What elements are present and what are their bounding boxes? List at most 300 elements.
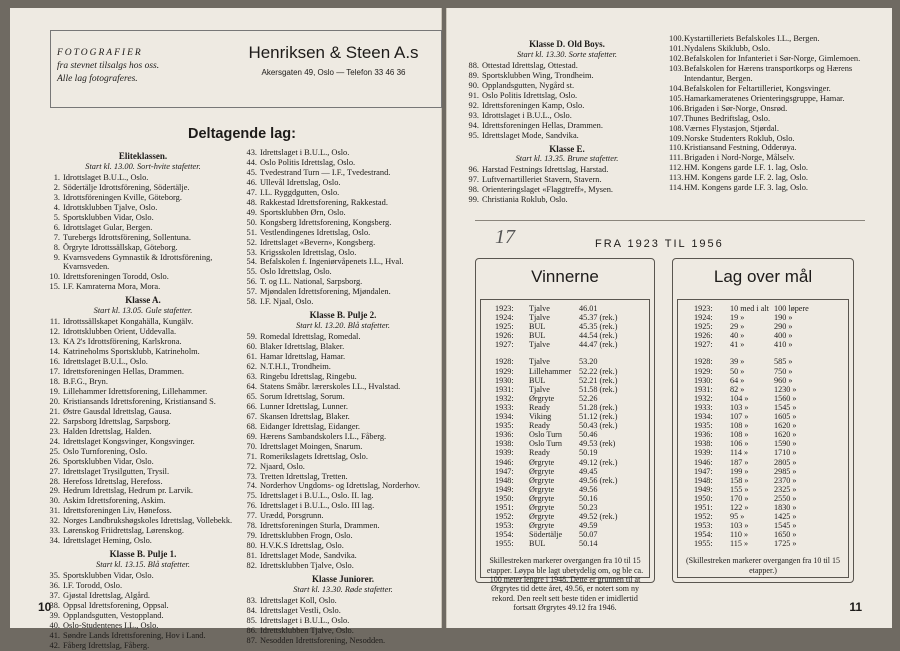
- team-name: Idrettsklubben Frogn, Oslo.: [260, 531, 353, 541]
- team-entry: [48, 641, 238, 651]
- winner-row: [495, 376, 645, 385]
- runners-count: 960 »: [774, 375, 793, 385]
- teams-count: 95 »: [730, 512, 745, 522]
- separator-line: [694, 349, 844, 357]
- team-name: Idrettslaget Vestli, Oslo.: [260, 605, 341, 615]
- team-name: Örgryte Idrottssällskap, Göteborg.: [63, 242, 178, 252]
- teams-year: 1928:: [694, 357, 713, 367]
- winner-row: [495, 521, 645, 530]
- team-name: Sportsklubben Vidar, Oslo.: [63, 212, 154, 222]
- class-start-info: Start kl. 13.00. Sort-hvite stafetter.: [85, 161, 201, 171]
- team-number: 83.: [246, 595, 257, 605]
- class-heading: Klasse Juniorer.: [311, 574, 374, 585]
- team-name: Idrettslaget «Bevern», Kongsberg.: [260, 237, 376, 247]
- team-entry: [48, 457, 238, 467]
- team-number: 94.: [468, 120, 479, 130]
- teams-year: 1929:: [694, 366, 713, 376]
- teams-row: [694, 331, 844, 340]
- teams-row: [694, 530, 844, 539]
- team-entry: [245, 168, 441, 178]
- team-number: 76.: [246, 501, 257, 511]
- team-number: 16.: [49, 357, 60, 367]
- teams-year: 1953:: [694, 521, 713, 531]
- winner-time: 49.12 (rek.): [579, 457, 618, 467]
- right-page: [446, 8, 892, 628]
- team-number: 19.: [49, 386, 60, 396]
- team-number: 98.: [468, 185, 479, 195]
- section-divider: [475, 220, 865, 221]
- team-entry: [669, 54, 883, 64]
- winner-year: 1948:: [495, 475, 514, 485]
- team-name: Harstad Festnings Idrettslag, Harstad.: [482, 165, 609, 175]
- team-number: 97.: [468, 175, 479, 185]
- teams-finished-title: Lag over mål: [713, 267, 813, 286]
- team-name: Idrettsklubben Tjalve, Oslo.: [260, 625, 354, 635]
- team-entry: [245, 287, 441, 297]
- team-name: Brigaden i Nord-Norge, Målselv.: [684, 153, 795, 163]
- winner-team: Oslo Turn: [529, 430, 562, 440]
- team-number: 43.: [246, 148, 257, 157]
- runners-count: 2370 »: [774, 475, 797, 485]
- winner-time: 49.52 (rek.): [579, 512, 618, 522]
- winner-year: 1953:: [495, 521, 514, 531]
- winner-team: Ørgryte: [529, 475, 555, 485]
- winner-row: [495, 340, 645, 349]
- team-name: Idrettslaget Moingen, Snarum.: [260, 441, 363, 451]
- team-name: T. og I.L. National, Sarpsborg.: [260, 277, 363, 287]
- team-name: N.T.H.I., Trondheim.: [260, 362, 331, 372]
- team-entry: [48, 477, 238, 487]
- winner-time: 51.58 (rek.): [579, 384, 618, 394]
- page-number-left: 10: [38, 600, 52, 614]
- team-entry: [245, 541, 441, 551]
- winner-team: Ørgryte: [529, 512, 555, 522]
- team-number: 66.: [246, 401, 257, 411]
- winner-year: 1930:: [495, 375, 514, 385]
- teams-year: 1946:: [694, 457, 713, 467]
- team-entry: [245, 188, 441, 198]
- team-entry: [669, 153, 883, 163]
- runners-count: 190 »: [774, 313, 793, 323]
- class-heading: Klasse A.: [125, 295, 161, 306]
- team-name: HM. Kongens garde I.F. 1. lag, Oslo.: [684, 163, 809, 173]
- teams-count: 29 »: [730, 322, 745, 332]
- team-number: 14.: [49, 347, 60, 357]
- team-name: Befalskolen for Infanteriet i Sør-Norge, Gimlemoen.: [684, 53, 861, 63]
- teams-count: 19 »: [730, 313, 745, 323]
- team-number: 42.: [49, 640, 60, 650]
- team-name: I.F. Njaal, Oslo.: [260, 297, 314, 307]
- winner-team: Viking: [529, 412, 552, 422]
- team-entry: [48, 243, 238, 253]
- team-number: 37.: [49, 590, 60, 600]
- team-name: Søndre Lands Idrettsforening, Hov i Land.: [63, 630, 206, 640]
- section-title: FRA 1923 TIL 1956: [595, 238, 724, 250]
- winner-time: 50.16: [579, 493, 598, 503]
- team-name: Halden Idrettslag, Halden.: [63, 426, 152, 436]
- team-number: 2.: [53, 182, 60, 192]
- class-heading: Klasse E.: [549, 143, 585, 154]
- winner-time: 50.23: [579, 502, 598, 512]
- teams-count: 107 »: [730, 412, 749, 422]
- winners-inner-frame: [480, 299, 650, 612]
- team-entry: [245, 267, 441, 277]
- team-name: Idrettsforeningen Hellas, Drammen.: [63, 367, 184, 377]
- winner-team: Ørgryte: [529, 484, 555, 494]
- team-entry: [245, 362, 441, 372]
- team-entry: [245, 636, 441, 646]
- winner-year: 1955:: [495, 539, 514, 549]
- team-entry: [467, 195, 667, 205]
- runners-count: 290 »: [774, 322, 793, 332]
- winner-row: [495, 476, 645, 485]
- team-number: 8.: [53, 242, 60, 252]
- runners-count: 1620 »: [774, 430, 797, 440]
- team-number: 86.: [246, 625, 257, 635]
- winner-row: [495, 539, 645, 548]
- teams-row: [694, 539, 844, 548]
- team-number: 73.: [246, 471, 257, 481]
- winner-year: 1931:: [495, 384, 514, 394]
- winner-year: 1925:: [495, 322, 514, 332]
- team-name: Lunner Idrettslag, Lunner.: [260, 401, 348, 411]
- team-entry: [245, 551, 441, 561]
- teams-year: 1927:: [694, 340, 713, 350]
- winner-time: 52.21 (rek.): [579, 375, 618, 385]
- class-start-info: Start kl. 13.35. Brune stafetter.: [515, 154, 619, 164]
- winner-time: 50.19: [579, 448, 598, 458]
- team-number: 81.: [246, 551, 257, 561]
- team-entry: [48, 516, 238, 526]
- winner-row: [495, 421, 645, 430]
- team-entry: [245, 257, 441, 267]
- team-entry: [48, 183, 238, 193]
- team-name: Brigaden i Sør-Norge, Onsrød.: [684, 103, 788, 113]
- teams-row: [694, 376, 844, 385]
- team-name: Romerikslagets Idrettslag, Oslo.: [260, 451, 368, 461]
- team-number: 55.: [246, 267, 257, 277]
- winner-time: 51.28 (rek.): [579, 402, 618, 412]
- teams-finished-inner-frame: [677, 299, 849, 578]
- team-number: 78.: [246, 521, 257, 531]
- teams-year: 1931:: [694, 384, 713, 394]
- team-number: 61.: [246, 352, 257, 362]
- team-entry: [48, 407, 238, 417]
- team-entry: [669, 124, 883, 134]
- team-number: 89.: [468, 70, 479, 80]
- runners-count: 1650 »: [774, 530, 797, 540]
- team-number: 53.: [246, 247, 257, 257]
- winner-row: [495, 357, 645, 366]
- team-number: 67.: [246, 411, 257, 421]
- winners-note: Skillestreken markerer overgangen fra 10 til 15 etapper. Løypa ble lagt ubetydelig om, og ble ca. 100 meter lengre i 1948. Dette er grunnen til at Ørgrytes tid dette året, 49.56, er notert som ny rekord. Den reelt sett beste tiden er imidlertid fortsatt Ørgrytes 49.12 fra 1946.: [486, 556, 644, 612]
- winner-team: Ørgryte: [529, 393, 555, 403]
- team-entry: [48, 447, 238, 457]
- team-number: 54.: [246, 257, 257, 267]
- teams-year: 1948:: [694, 475, 713, 485]
- teams-row: [694, 521, 844, 530]
- team-number: 75.: [246, 491, 257, 501]
- team-number: 51.: [246, 227, 257, 237]
- team-name: Kristiansand Festning, Odderøya.: [684, 143, 797, 153]
- team-name: Ottestad Idrettslag, Ottestad.: [482, 60, 578, 70]
- teams-year: 1924:: [694, 313, 713, 323]
- team-number: 4.: [53, 202, 60, 212]
- team-number: 112.: [669, 163, 684, 173]
- team-number: 64.: [246, 381, 257, 391]
- team-number: 70.: [246, 441, 257, 451]
- winner-row: [495, 394, 645, 403]
- teams-year: 1954:: [694, 530, 713, 540]
- team-name: I.L. Ryggdgutten, Oslo.: [260, 187, 340, 197]
- winners-table: [481, 300, 649, 548]
- winner-team: Ørgryte: [529, 493, 555, 503]
- team-name: Romedal Idrettslag, Romedal.: [260, 332, 361, 342]
- team-entry: [245, 521, 441, 531]
- team-entry: [245, 402, 441, 412]
- winner-team: Ørgryte: [529, 502, 555, 512]
- winner-row: [495, 512, 645, 521]
- team-name: Hedrum Idrettslag, Hedrum pr. Larvik.: [63, 486, 194, 496]
- winner-row: [495, 322, 645, 331]
- class-heading: Eliteklassen.: [118, 151, 168, 161]
- team-name: HM. Kongens garde I.F. 3. lag, Oslo.: [684, 183, 809, 193]
- team-list-column-3: [467, 36, 667, 205]
- team-name: Norges Landbrukshøgskoles Idrettslag, Vollebekk.: [63, 516, 233, 526]
- team-entry: [245, 412, 441, 422]
- team-name: Statens Småbr. lærerskoles I.L., Hvalstad.: [260, 381, 401, 391]
- team-number: 68.: [246, 421, 257, 431]
- team-number: 47.: [246, 187, 257, 197]
- winner-team: Ørgryte: [529, 457, 555, 467]
- team-name: Katrineholms Sportsklubb, Katrineholm.: [63, 347, 200, 357]
- team-name: Nydalens Skiklubb, Oslo.: [684, 43, 771, 53]
- team-name: Vestlendingenes Idrettslag, Oslo.: [260, 227, 371, 237]
- winner-time: 49.45: [579, 466, 598, 476]
- team-entry: [48, 213, 238, 223]
- team-entry: [48, 367, 238, 377]
- team-entry: [245, 148, 441, 158]
- team-number: 11.: [49, 317, 60, 327]
- team-number: 106.: [669, 103, 684, 113]
- team-name: Idrettslaget Kongsvinger, Kongsvinger.: [63, 436, 195, 446]
- winner-row: [495, 430, 645, 439]
- team-name: Herefoss Idrettslag, Herefoss.: [63, 476, 163, 486]
- teams-row: [694, 403, 844, 412]
- team-entry: [48, 357, 238, 367]
- team-number: 110.: [669, 143, 684, 153]
- team-number: 95.: [468, 130, 479, 140]
- team-number: 18.: [49, 376, 60, 386]
- photographer-ad: [50, 30, 442, 108]
- team-entry: [467, 61, 667, 71]
- team-number: 62.: [246, 362, 257, 372]
- teams-finished-table: [678, 300, 848, 548]
- runners-count: 400 »: [774, 331, 793, 341]
- team-number: 32.: [49, 516, 60, 526]
- winner-time: 49.56: [579, 484, 598, 494]
- teams-row: [694, 304, 844, 313]
- team-entry: [48, 223, 238, 233]
- teams-count: 39 »: [730, 357, 745, 367]
- team-number: 103.: [669, 63, 684, 73]
- team-name: Ringebu Idrettslag, Ringebu.: [260, 371, 357, 381]
- team-entry: [48, 233, 238, 243]
- teams-row: [694, 494, 844, 503]
- teams-count: 108 »: [730, 421, 749, 431]
- teams-year: 1939:: [694, 448, 713, 458]
- winner-row: [495, 304, 645, 313]
- ad-company-block: [226, 43, 441, 77]
- winner-time: 50.07: [579, 530, 598, 540]
- winner-year: 1938:: [495, 439, 514, 449]
- team-entry: [467, 165, 667, 175]
- winner-time: 46.01: [579, 304, 598, 313]
- runners-count: 2805 »: [774, 457, 797, 467]
- runners-count: 1560 »: [774, 393, 797, 403]
- team-list-column-1: [48, 148, 238, 651]
- team-number: 21.: [49, 406, 60, 416]
- teams-count: 50 »: [730, 366, 745, 376]
- team-number: 24.: [49, 436, 60, 446]
- teams-row: [694, 485, 844, 494]
- winner-time: 44.54 (rek.): [579, 331, 618, 341]
- teams-count: 199 »: [730, 466, 749, 476]
- runners-count: 100 løpere: [774, 304, 809, 313]
- team-number: 71.: [246, 451, 257, 461]
- team-entry: [48, 417, 238, 427]
- team-list-column-2: [245, 148, 441, 646]
- team-entry: [48, 387, 238, 397]
- team-entry: [48, 282, 238, 292]
- team-number: 87.: [246, 635, 257, 645]
- team-entry: [48, 337, 238, 347]
- winner-year: 1934:: [495, 412, 514, 422]
- team-number: 101.: [669, 43, 684, 53]
- class-heading: Klasse B. Pulje 1.: [109, 549, 177, 560]
- runners-count: 1425 »: [774, 512, 797, 522]
- teams-count: 82 »: [730, 384, 745, 394]
- winner-time: 50.43 (rek.): [579, 421, 618, 431]
- runners-count: 1830 »: [774, 502, 797, 512]
- ad-line-3: Alle lag fotograferes.: [57, 74, 138, 84]
- team-number: 6.: [53, 222, 60, 232]
- team-name: Befalskolen f. Ingeniørvåpenets I.L., Hval.: [260, 257, 404, 267]
- winner-year: 1926:: [495, 331, 514, 341]
- winner-year: 1950:: [495, 493, 514, 503]
- team-entry: [467, 121, 667, 131]
- winner-team: Ready: [529, 421, 550, 431]
- team-number: 17.: [49, 367, 60, 377]
- team-entry: [467, 131, 667, 141]
- team-name: Thunes Bedriftslag, Oslo.: [684, 113, 771, 123]
- team-entry: [48, 253, 238, 273]
- team-entry: [245, 228, 441, 238]
- team-entry: [669, 114, 883, 124]
- team-entry: [669, 183, 883, 193]
- team-number: 80.: [246, 541, 257, 551]
- team-name: KA 2's Idrottsförening, Karlskrona.: [63, 337, 182, 347]
- team-entry: [245, 332, 441, 342]
- team-entry: [48, 631, 238, 641]
- team-entry: [48, 193, 238, 203]
- team-name: Kvarnsvedens Gymnastik & Idrottsförening, Kvarnsveden.: [63, 252, 213, 272]
- winner-year: 1951:: [495, 502, 514, 512]
- winner-year: 1929:: [495, 366, 514, 376]
- runners-count: 585 »: [774, 357, 793, 367]
- team-name: Kristiansands Idrettsforening, Kristiansand S.: [63, 396, 216, 406]
- team-number: 102.: [669, 53, 684, 63]
- team-name: Idrettslaget i B.U.L., Oslo. II. lag.: [260, 491, 374, 501]
- team-name: Opplandsgutten, Nygård st.: [482, 80, 575, 90]
- team-name: Idrettsforeningen Kamp, Oslo.: [482, 100, 585, 110]
- team-entry: [467, 91, 667, 101]
- team-entry: [245, 626, 441, 636]
- team-name: Sportsklubben Wing, Trondheim.: [482, 70, 594, 80]
- winner-row: [495, 503, 645, 512]
- team-entry: [48, 327, 238, 337]
- winner-team: Ørgryte: [529, 521, 555, 531]
- teams-row: [694, 322, 844, 331]
- winner-row: [495, 494, 645, 503]
- team-number: 12.: [49, 327, 60, 337]
- team-number: 10.: [49, 272, 60, 282]
- team-name: Idrettsforeningen Sturla, Drammen.: [260, 521, 380, 531]
- team-entry: [245, 511, 441, 521]
- team-number: 36.: [49, 581, 60, 591]
- class-start-info: Start kl. 13.15. Blå stafetter.: [96, 560, 190, 570]
- team-entry: [48, 496, 238, 506]
- teams-year: 1935:: [694, 421, 713, 431]
- teams-count: 103 »: [730, 521, 749, 531]
- team-entry: [669, 143, 883, 153]
- team-entry: [245, 481, 441, 491]
- teams-count: 122 »: [730, 502, 749, 512]
- team-number: 22.: [49, 416, 60, 426]
- team-number: 99.: [468, 195, 479, 205]
- team-entry: [48, 581, 238, 591]
- team-number: 23.: [49, 426, 60, 436]
- team-number: 63.: [246, 371, 257, 381]
- team-number: 79.: [246, 531, 257, 541]
- winner-time: 51.12 (rek.): [579, 412, 618, 422]
- team-entry: [48, 397, 238, 407]
- winner-row: [495, 448, 645, 457]
- team-number: 3.: [53, 192, 60, 202]
- team-number: 33.: [49, 526, 60, 536]
- winner-team: Tjalve: [529, 357, 550, 367]
- teams-count: 187 »: [730, 457, 749, 467]
- team-entry: [245, 352, 441, 362]
- ad-company-name: Henriksen & Steen A.s: [248, 43, 419, 62]
- winner-team: Ready: [529, 448, 550, 458]
- team-name: Idrettslaget Mode, Sandvika.: [260, 551, 357, 561]
- team-number: 56.: [246, 277, 257, 287]
- winner-team: Södertälje: [529, 530, 563, 540]
- winner-row: [495, 313, 645, 322]
- team-entry: [245, 606, 441, 616]
- team-entry: [48, 601, 238, 611]
- team-number: 91.: [468, 90, 479, 100]
- team-entry: [467, 111, 667, 121]
- team-entry: [245, 616, 441, 626]
- winner-team: Oslo Turn: [529, 439, 562, 449]
- team-number: 93.: [468, 110, 479, 120]
- teams-count: 10 med i alt: [730, 304, 769, 313]
- team-entry: [467, 185, 667, 195]
- team-number: 60.: [246, 342, 257, 352]
- winner-year: 1936:: [495, 430, 514, 440]
